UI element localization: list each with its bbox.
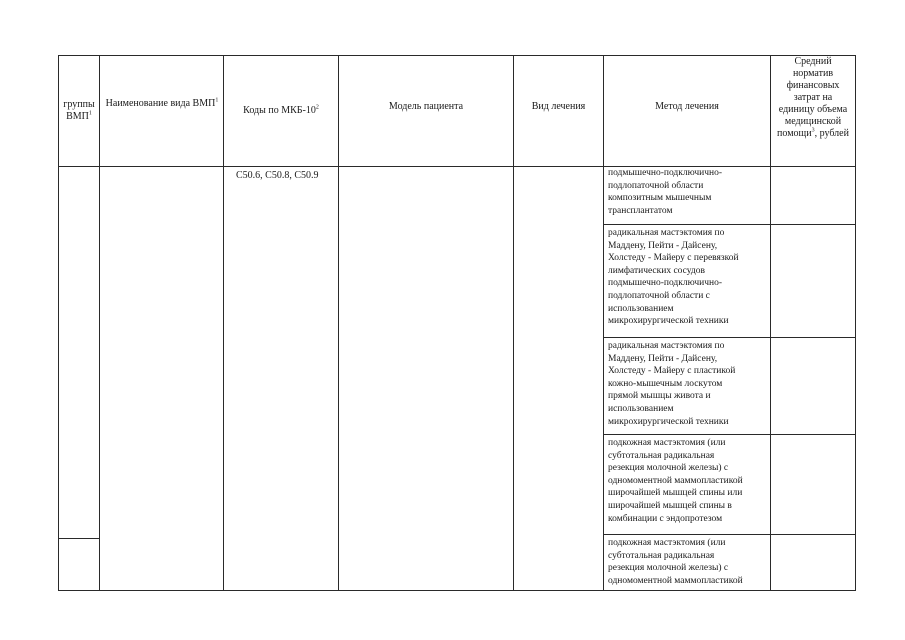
footnote-1b: 1 bbox=[215, 97, 219, 104]
header-type-text: Вид лечения bbox=[531, 101, 586, 112]
table-bottom-border bbox=[58, 590, 856, 591]
col-border-1 bbox=[99, 55, 100, 591]
method-cell-1: подмышечно-подключично- подлопаточной области композитным мышечным трансплантатом bbox=[608, 168, 722, 216]
header-bottom-border bbox=[58, 166, 856, 167]
header-type bbox=[514, 56, 603, 158]
header-method-text: Метод лечения bbox=[655, 101, 719, 112]
footnote-3: 3 bbox=[811, 127, 815, 134]
header-codes bbox=[224, 56, 338, 166]
codes-cell: C50.6, C50.8, C50.9 bbox=[236, 170, 319, 181]
header-name-text: Наименование вида ВМП bbox=[105, 98, 216, 109]
footnote-1: 1 bbox=[88, 110, 92, 117]
header-norm bbox=[776, 56, 850, 166]
col-border-7 bbox=[855, 55, 856, 591]
method-row-divider-4 bbox=[604, 534, 856, 535]
method-row-divider-3 bbox=[604, 434, 856, 435]
method-cell-4: подкожная мастэктомия (или субтотальная радикальная резекция молочной железы) с одномоментной маммопластикой широчайшей мышцей спины или широчайшей мышцей спины в комбинации с эндопротезом bbox=[608, 438, 743, 524]
method-row-divider-2 bbox=[604, 337, 856, 338]
header-norm-suffix: , рублей bbox=[814, 128, 849, 139]
group-cell-split bbox=[58, 538, 100, 539]
col-border-6 bbox=[770, 55, 771, 591]
header-norm-text: Средний норматив финансовых затрат на единицу объема медицинской помощи bbox=[777, 56, 848, 139]
header-model bbox=[339, 56, 513, 158]
method-cell-5: подкожная мастэктомия (или субтотальная радикальная резекция молочной железы) с одномоментной маммопластикой bbox=[608, 538, 743, 586]
header-method bbox=[604, 56, 770, 158]
header-group bbox=[59, 56, 99, 166]
header-name bbox=[104, 56, 220, 166]
header-model-text: Модель пациента bbox=[388, 101, 464, 112]
method-cell-2: радикальная мастэктомия по Маддену, Пейти - Дайсену, Холстеду - Майеру с перевязкой лимфатических сосудов подмышечно-подключично- подлопаточной области с использованием микрохирургической техники bbox=[608, 228, 739, 327]
header-group-text: группы ВМП bbox=[63, 99, 95, 122]
footnote-2: 2 bbox=[315, 104, 319, 111]
header-codes-text: Коды по МКБ-10 bbox=[243, 105, 316, 116]
method-cell-3: радикальная мастэктомия по Маддену, Пейти - Дайсену, Холстеду - Майеру с пластикой кожно-мышечным лоскутом прямой мышцы живота и использованием микрохирургической техники bbox=[608, 341, 736, 427]
method-row-divider-1 bbox=[604, 224, 856, 225]
